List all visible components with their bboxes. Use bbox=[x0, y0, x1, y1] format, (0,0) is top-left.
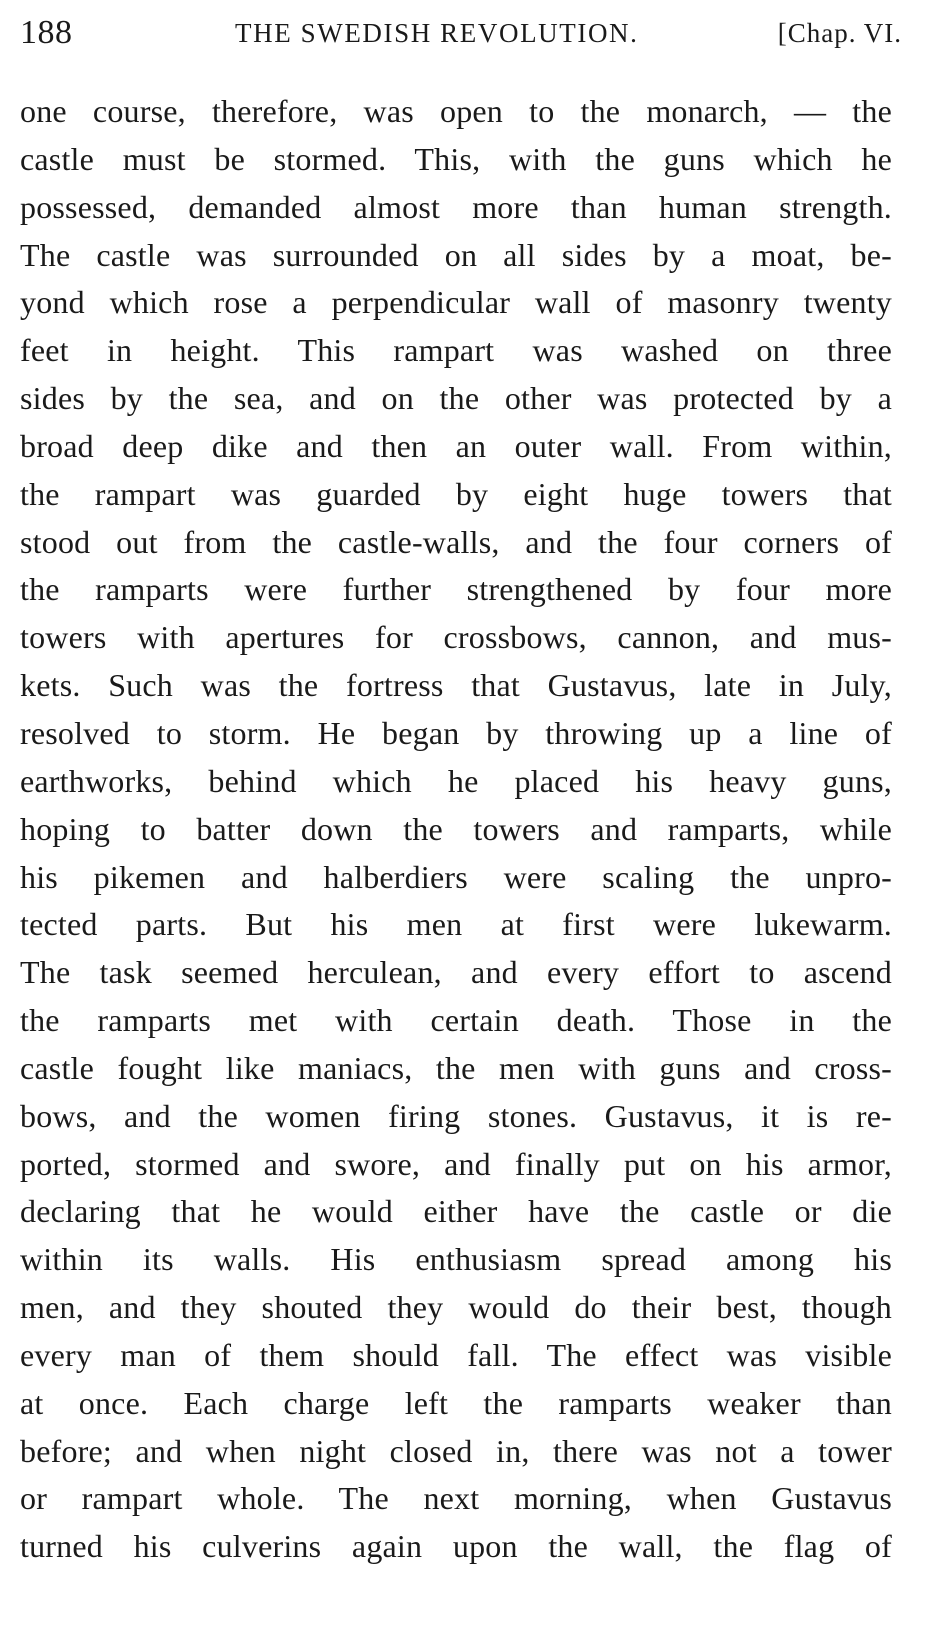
text-line: the ramparts were further strengthened by four more bbox=[20, 571, 892, 608]
text-line: hoping to batter down the towers and ramparts, while bbox=[20, 810, 892, 847]
text-line: one course, therefore, was open to the monarch, — the bbox=[20, 93, 892, 129]
text-line: The castle was surrounded on all sides by a moat, be- bbox=[20, 236, 892, 273]
text-line: resolved to storm. He began by throwing up a line of bbox=[20, 714, 892, 751]
text-line: earthworks, behind which he placed his heavy guns, bbox=[20, 762, 892, 799]
text-line: sides by the sea, and on the other was protected by a bbox=[20, 380, 892, 417]
text-line: the ramparts met with certain death. Those in the bbox=[20, 1002, 892, 1039]
text-line: towers with apertures for crossbows, cannon, and mus- bbox=[20, 619, 892, 656]
text-line: his pikemen and halberdiers were scaling the unpro- bbox=[20, 858, 892, 895]
text-line: tected parts. But his men at first were lukewarm. bbox=[20, 906, 892, 943]
body-paragraph bbox=[20, 88, 892, 1571]
text-line: every man of them should fall. The effect was visible bbox=[20, 1336, 892, 1373]
text-line: before; and when night closed in, there was not a tower bbox=[20, 1432, 892, 1469]
text-line: broad deep dike and then an outer wall. From within, bbox=[20, 427, 892, 464]
text-line: men, and they shouted they would do their best, though bbox=[20, 1289, 892, 1326]
page-number: 188 bbox=[20, 14, 73, 51]
running-title: THE SWEDISH REVOLUTION. bbox=[235, 18, 639, 48]
text-line: declaring that he would either have the castle or die bbox=[20, 1193, 892, 1230]
text-line: or rampart whole. The next morning, when Gustavus bbox=[20, 1480, 892, 1517]
text-line: the rampart was guarded by eight huge towers that bbox=[20, 475, 892, 512]
text-line: within its walls. His enthusiasm spread among his bbox=[20, 1241, 892, 1278]
text-line: The task seemed herculean, and every effort to ascend bbox=[20, 954, 892, 991]
text-line: stood out from the castle-walls, and the four corners of bbox=[20, 523, 892, 560]
text-line: at once. Each charge left the ramparts weaker than bbox=[20, 1384, 892, 1421]
text-line: turned his culverins again upon the wall, the flag of bbox=[20, 1528, 892, 1565]
text-line: castle fought like maniacs, the men with guns and cross- bbox=[20, 1049, 892, 1086]
text-line: bows, and the women firing stones. Gustavus, it is re- bbox=[20, 1097, 892, 1134]
chapter-reference: [Chap. VI. bbox=[777, 18, 902, 48]
page-header bbox=[20, 8, 902, 58]
text-line: kets. Such was the fortress that Gustavus, late in July, bbox=[20, 667, 892, 704]
text-line: yond which rose a perpendicular wall of masonry twenty bbox=[20, 284, 892, 321]
text-line: ported, stormed and swore, and finally put on his armor, bbox=[20, 1145, 892, 1182]
text-line: feet in height. This rampart was washed on three bbox=[20, 332, 892, 369]
text-line: possessed, demanded almost more than human strength. bbox=[20, 188, 892, 225]
text-line: castle must be stormed. This, with the guns which he bbox=[20, 140, 892, 177]
